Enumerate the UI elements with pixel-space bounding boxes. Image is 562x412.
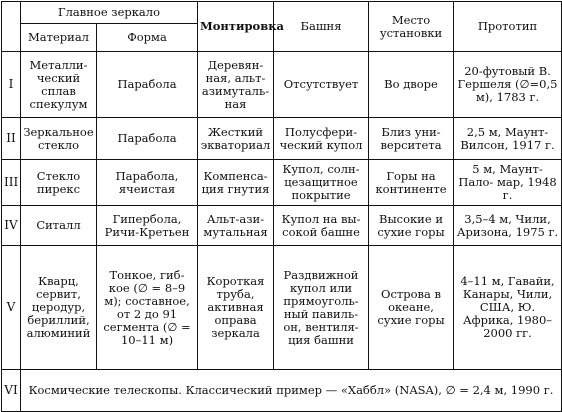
header-mesto: Место установки [369,2,454,52]
cell-forma: Тонкое, гиб- кое (∅ = 8–9 м); составное, от 2 до 91 сегмента (∅ = 10–11 м) [97,246,198,370]
cell-prototip: 2,5 м, Маунт- Вилсон, 1917 г. [454,118,562,160]
cell-mesto: Близ уни- верситета [369,118,454,160]
table-row [2,160,562,206]
cell-montirovka: Короткая труба, активная оправа зеркала [198,246,274,370]
cell-mesto: Горы на континенте [369,160,454,206]
row-number: I [2,52,21,118]
cell-forma: Парабола [97,118,198,160]
cell-prototip: 3,5–4 м, Чили, Аризона, 1975 г. [454,206,562,246]
table-row [2,52,562,118]
cell-montirovka: Жесткий экваториал [198,118,274,160]
cell-material: Металли- ческий сплав спекулум [21,52,97,118]
cell-material: Зеркальное стекло [21,118,97,160]
cell-space-telescopes: Космические телескопы. Классический пример — «Хаббл» (NASA), ∅ = 2,4 м, 1990 г. [21,370,562,412]
cell-prototip: 20-футовый В. Гершеля (∅=0,5 м), 1783 г. [454,52,562,118]
cell-bashnya: Купол на вы- сокой башне [274,206,369,246]
table-row [2,246,562,370]
cell-mesto: Во дворе [369,52,454,118]
table-row-space-telescopes [2,370,562,412]
header-prototip: Прототип [454,2,562,52]
row-number: III [2,160,21,206]
row-number: VI [2,370,21,412]
row-number: II [2,118,21,160]
header-row-1 [2,2,562,24]
cell-mesto: Острова в океане, сухие горы [369,246,454,370]
header-glavnoe-zerkalo: Главное зеркало [21,2,198,24]
header-montirovka: Монтировка [198,2,274,52]
row-number: V [2,246,21,370]
corner-cell [2,2,21,52]
cell-montirovka: Компенса- ция гнутия [198,160,274,206]
cell-forma: Гипербола, Ричи-Кретьен [97,206,198,246]
cell-forma: Парабола [97,52,198,118]
cell-bashnya: Отсутствует [274,52,369,118]
cell-mesto: Высокие и сухие горы [369,206,454,246]
table-row [2,206,562,246]
cell-forma: Парабола, ячеистая [97,160,198,206]
cell-prototip: 4–11 м, Гавайи, Канары, Чили, США, Ю. Африка, 1980–2000 гг. [454,246,562,370]
cell-material: Стекло пирекс [21,160,97,206]
telescope-evolution-table [1,1,562,412]
cell-prototip: 5 м, Маунт-Пало- мар, 1948 г. [454,160,562,206]
cell-bashnya: Полусфери- ческий купол [274,118,369,160]
cell-bashnya: Раздвижной купол или прямоуголь- ный павиль- он, вентиля- ция башни [274,246,369,370]
row-number: IV [2,206,21,246]
cell-montirovka: Деревян- ная, альт- азимуталь- ная [198,52,274,118]
header-bashnya: Башня [274,2,369,52]
header-material: Материал [21,24,97,52]
cell-montirovka: Альт-ази- мутальная [198,206,274,246]
table-row [2,118,562,160]
header-forma: Форма [97,24,198,52]
cell-material: Ситалл [21,206,97,246]
cell-material: Кварц, сервит, церодур, бериллий, алюминий [21,246,97,370]
cell-bashnya: Купол, солн- цезащитное покрытие [274,160,369,206]
